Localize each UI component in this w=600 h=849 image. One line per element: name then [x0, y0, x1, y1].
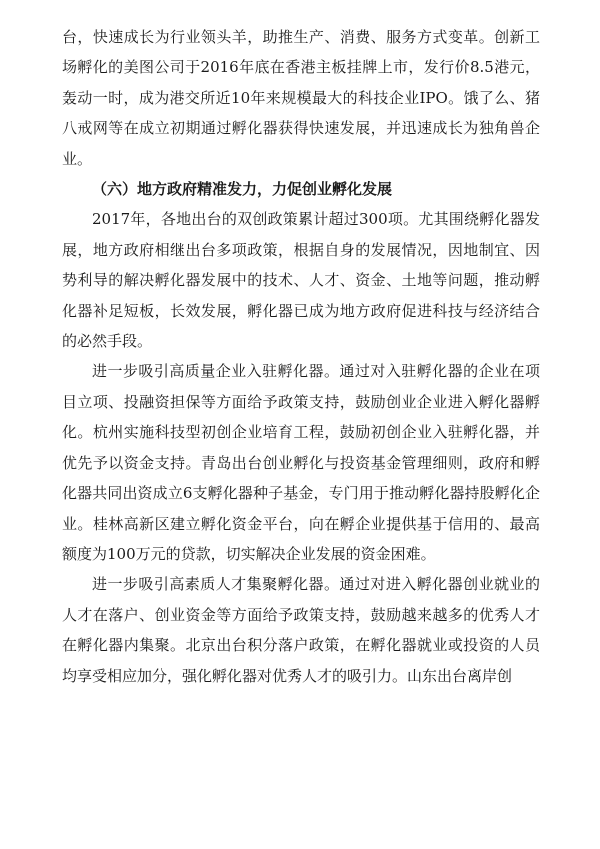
- paragraph-continuation: 台，快速成长为行业领头羊，助推生产、消费、服务方式变革。创新工场孵化的美图公司于2016年底在香港主板挂牌上市，发行价8.5港元，轰动一时，成为港交所近10年来规模最大的科技企业IPO。饿了么、猪八戒网等在成立初期通过孵化器获得快速发展，并迅速成长为独角兽企业。: [62, 28, 540, 168]
- paragraph: 2017年，各地出台的双创政策累计超过300项。尤其围绕孵化器发展，地方政府相继出台多项政策，根据自身的发展情况，因地制宜、因势利导的解决孵化器发展中的技术、人才、资金、土地等问题，推动孵化器补足短板，长效发展，孵化器已成为地方政府促进科技与经济结合的必然手段。: [62, 210, 540, 351]
- section-heading: （六）地方政府精准发力，力促创业孵化发展: [92, 180, 393, 199]
- paragraph: 进一步吸引高素质人才集聚孵化器。通过对进入孵化器创业就业的人才在落户、创业资金等方面给予政策支持，鼓励越来越多的优秀人才在孵化器内集聚。北京出台积分落户政策，在孵化器就业或投资的人员均享受相应加分，强化孵化器对优秀人才的吸引力。山东出台离岸创: [62, 575, 540, 685]
- document-body: [62, 22, 540, 691]
- paragraph: 进一步吸引高质量企业入驻孵化器。通过对入驻孵化器的企业在项目立项、投融资担保等方面给予政策支持，鼓励创业企业进入孵化器孵化。杭州实施科技型初创企业培育工程，鼓励初创企业入驻孵化器，并优先予以资金支持。青岛出台创业孵化与投资基金管理细则，政府和孵化器共同出资成立6支孵化器种子基金，专门用于推动孵化器持股孵化企业。桂林高新区建立孵化资金平台，向在孵企业提供基于信用的、最高额度为100万元的贷款，切实解决企业发展的资金困难。: [62, 362, 540, 563]
